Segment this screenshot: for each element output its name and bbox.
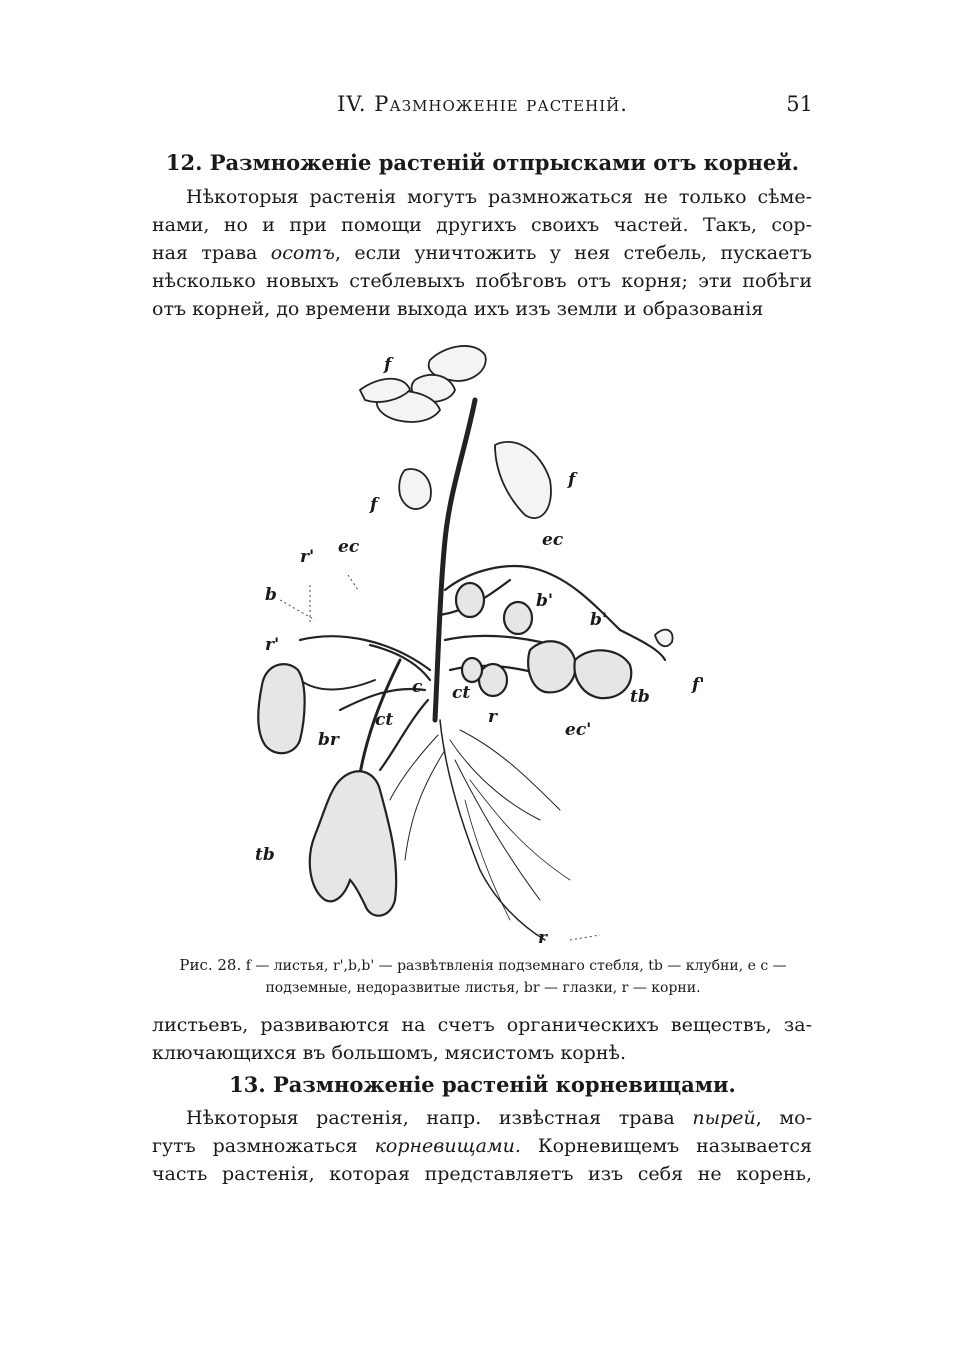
text-line: Нѣкоторыя растенія, напр. извѣстная трава пырей, мо- xyxy=(186,1107,812,1129)
figure-label: r xyxy=(488,707,497,727)
figure-label: f xyxy=(568,470,576,490)
section-12-paragraph xyxy=(152,183,812,323)
text-line: нѣсколько новыхъ стеблевыхъ побѣговъ отъ корня; эти побѣги xyxy=(152,270,812,292)
figure-label: tb xyxy=(255,845,275,865)
figure-number: Рис. 28. xyxy=(179,956,242,974)
figure-label: ct xyxy=(375,710,394,730)
text-line: отъ корней, до времени выхода ихъ изъ земли и образованія xyxy=(152,298,764,320)
figure-label: ec xyxy=(542,530,564,550)
figure-label: r' xyxy=(265,635,280,655)
figure-label: br xyxy=(318,730,339,750)
section-13-heading: 13. Размноженіе растеній корневищами. xyxy=(229,1072,736,1097)
figure-label: b xyxy=(265,585,277,605)
text-line: листьевъ, развиваются на счетъ органическихъ веществъ, за- xyxy=(152,1014,812,1036)
figure-label: f xyxy=(370,495,378,515)
section-13-paragraph xyxy=(152,1104,812,1188)
figure-label: ec xyxy=(338,537,360,557)
figure-label: r' xyxy=(300,547,315,567)
page-number: 51 xyxy=(786,92,813,116)
figure-label: ec' xyxy=(565,720,592,740)
text-line: гутъ размножаться корневищами. Корневищемъ называется xyxy=(152,1135,812,1157)
figure-label: tb xyxy=(630,687,650,707)
caption-line-2: подземные, недоразвитые листья, br — глазки, r — корни. xyxy=(265,980,701,996)
figure-label: r xyxy=(538,928,547,948)
running-head xyxy=(150,92,815,126)
emphasis-term: пырей xyxy=(692,1107,756,1129)
figure-label: f' xyxy=(692,675,705,695)
text-line: ная трава осотъ, если уничтожить у нея стебель, пускаетъ xyxy=(152,242,812,264)
emphasis-term: корневищами. xyxy=(374,1135,521,1157)
figure-label: f xyxy=(384,355,392,375)
text-line: Нѣкоторыя растенія могутъ размножаться не только сѣме- xyxy=(186,186,812,208)
running-title: IV. Размноженіе растеній. xyxy=(337,92,628,116)
emphasis-term: осотъ xyxy=(270,242,335,264)
section-12-continuation xyxy=(152,1011,812,1067)
figure-label: ct xyxy=(452,683,471,703)
figure-label: c xyxy=(412,677,423,697)
figure-potato-plant xyxy=(240,340,720,950)
caption-line-1: Рис. 28. f — листья, r',b,b' — развѣтвленія подземнаго стебля, tb — клубни, e c — xyxy=(179,956,787,974)
text-line: часть растенія, которая представляетъ изъ себя не корень, xyxy=(152,1163,812,1185)
figure-label: b' xyxy=(536,591,554,611)
figure-label: b' xyxy=(590,610,608,630)
potato-plant-illustration xyxy=(240,340,720,950)
figure-caption xyxy=(148,954,818,999)
text-line: нами, но и при помощи другихъ своихъ частей. Такъ, сор- xyxy=(152,214,812,236)
text-line: ключающихся въ большомъ, мясистомъ корнѣ. xyxy=(152,1042,626,1064)
section-12-heading: 12. Размноженіе растеній отпрысками отъ корней. xyxy=(165,150,800,175)
